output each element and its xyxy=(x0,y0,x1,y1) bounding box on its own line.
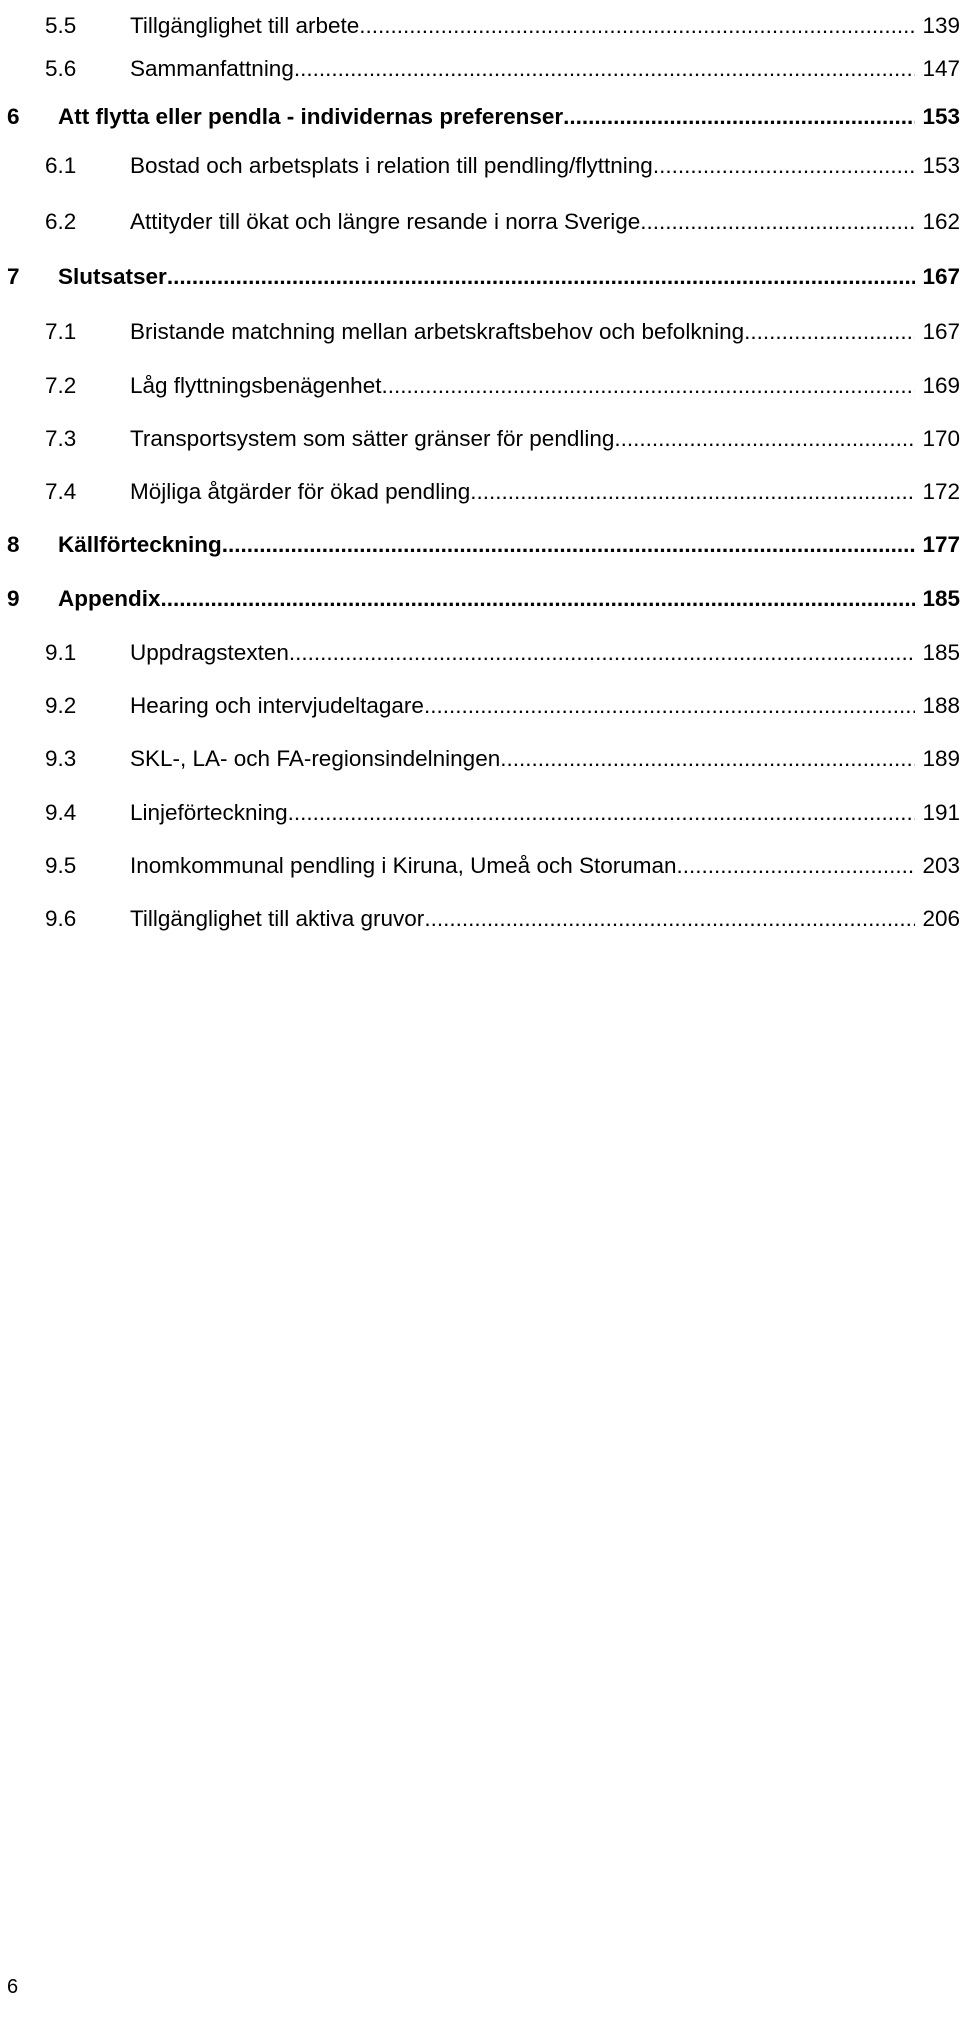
toc-dot-leader xyxy=(222,525,915,565)
toc-entry-title: SKL-, LA- och FA-regionsindelningen xyxy=(130,746,501,771)
toc-entry-title: Tillgänglighet till aktiva gruvor xyxy=(130,906,425,931)
toc-entry[interactable] xyxy=(0,846,960,886)
toc-entry-number: 8 xyxy=(7,532,20,557)
toc-entry-page: 167 xyxy=(922,319,960,344)
toc-entry[interactable] xyxy=(0,419,960,459)
toc-entry-title: Möjliga åtgärder för ökad pendling xyxy=(130,479,471,504)
toc-entry-page: 206 xyxy=(922,906,960,931)
toc-entry-title: Uppdragstexten xyxy=(130,640,289,665)
toc-entry[interactable] xyxy=(0,633,960,673)
toc-entry-title: Låg flyttningsbenägenhet xyxy=(130,373,382,398)
toc-entry[interactable] xyxy=(0,579,960,619)
toc-entry[interactable] xyxy=(0,6,960,46)
toc-dot-leader xyxy=(288,793,915,833)
toc-entry-number: 7.3 xyxy=(45,426,77,451)
toc-entry-number: 9 xyxy=(7,586,20,611)
toc-dot-leader xyxy=(359,6,915,46)
toc-entry-number: 6.1 xyxy=(45,153,77,178)
toc-entry-title: Bristande matchning mellan arbetskraftsbehov och befolkning xyxy=(130,319,745,344)
toc-entry-page: 170 xyxy=(922,426,960,451)
toc-entry-page: 177 xyxy=(922,532,960,557)
toc-entry-page: 167 xyxy=(922,264,960,289)
toc-entry-title: Bostad och arbetsplats i relation till pendling/flyttning xyxy=(130,153,653,178)
toc-dot-leader xyxy=(653,146,915,186)
toc-dot-leader xyxy=(614,419,915,459)
toc-entry-page: 153 xyxy=(922,153,960,178)
toc-entry[interactable] xyxy=(0,525,960,565)
toc-entry[interactable] xyxy=(0,146,960,186)
toc-entry-title: Inomkommunal pendling i Kiruna, Umeå och Storuman xyxy=(130,853,677,878)
toc-entry-page: 162 xyxy=(922,209,960,234)
toc-entry-page: 188 xyxy=(922,693,960,718)
toc-dot-leader xyxy=(381,366,915,406)
toc-entry[interactable] xyxy=(0,257,960,297)
toc-dot-leader xyxy=(167,257,915,297)
toc-entry[interactable] xyxy=(0,899,960,939)
toc-dot-leader xyxy=(294,49,915,89)
toc-entry-number: 7.2 xyxy=(45,373,77,398)
toc-dot-leader xyxy=(470,472,915,512)
toc-entry[interactable] xyxy=(0,686,960,726)
toc-dot-leader xyxy=(424,686,915,726)
toc-entry[interactable] xyxy=(0,312,960,352)
toc-dot-leader xyxy=(161,579,915,619)
toc-entry-title: Källförteckning xyxy=(58,532,222,557)
toc-dot-leader xyxy=(424,899,915,939)
toc-entry-number: 9.4 xyxy=(45,800,77,825)
toc-entry[interactable] xyxy=(0,793,960,833)
toc-entry-number: 9.1 xyxy=(45,640,77,665)
toc-dot-leader xyxy=(289,633,915,673)
toc-entry[interactable] xyxy=(0,472,960,512)
toc-dot-leader xyxy=(744,312,915,352)
toc-entry-number: 7.4 xyxy=(45,479,77,504)
toc-entry-title: Appendix xyxy=(58,586,161,611)
toc-dot-leader xyxy=(563,97,915,137)
toc-dot-leader xyxy=(677,846,915,886)
toc-entry-number: 6.2 xyxy=(45,209,77,234)
toc-entry[interactable] xyxy=(0,202,960,242)
toc-entry[interactable] xyxy=(0,739,960,779)
toc-entry-number: 9.2 xyxy=(45,693,77,718)
toc-entry-page: 185 xyxy=(922,586,960,611)
toc-entry-page: 172 xyxy=(922,479,960,504)
page-number: 6 xyxy=(7,1976,19,1998)
toc-entry-page: 139 xyxy=(922,13,960,38)
toc-entry-page: 185 xyxy=(922,640,960,665)
toc-dot-leader xyxy=(500,739,915,779)
toc-entry-title: Slutsatser xyxy=(58,264,167,289)
toc-entry-number: 9.6 xyxy=(45,906,77,931)
toc-entry-page: 203 xyxy=(922,853,960,878)
toc-entry-page: 191 xyxy=(922,800,960,825)
toc-entry[interactable] xyxy=(0,97,960,137)
toc-entry[interactable] xyxy=(0,366,960,406)
toc-entry-title: Hearing och intervjudeltagare xyxy=(130,693,424,718)
toc-entry[interactable] xyxy=(0,49,960,89)
toc-dot-leader xyxy=(640,202,915,242)
toc-entry-page: 189 xyxy=(922,746,960,771)
toc-entry-title: Attityder till ökat och längre resande i norra Sverige xyxy=(130,209,641,234)
toc-entry-title: Linjeförteckning xyxy=(130,800,288,825)
toc-entry-number: 7 xyxy=(7,264,20,289)
toc-entry-page: 147 xyxy=(922,56,960,81)
toc-entry-number: 7.1 xyxy=(45,319,77,344)
toc-entry-page: 153 xyxy=(922,104,960,129)
toc-entry-title: Att flytta eller pendla - individernas preferenser xyxy=(58,104,564,129)
toc-entry-number: 5.6 xyxy=(45,56,77,81)
toc-entry-number: 9.3 xyxy=(45,746,77,771)
toc-entry-page: 169 xyxy=(922,373,960,398)
toc-entry-number: 6 xyxy=(7,104,20,129)
toc-entry-title: Tillgänglighet till arbete xyxy=(130,13,360,38)
toc-entry-number: 5.5 xyxy=(45,13,77,38)
toc-entry-number: 9.5 xyxy=(45,853,77,878)
toc-entry-title: Sammanfattning xyxy=(130,56,294,81)
toc-entry-title: Transportsystem som sätter gränser för pendling xyxy=(130,426,615,451)
